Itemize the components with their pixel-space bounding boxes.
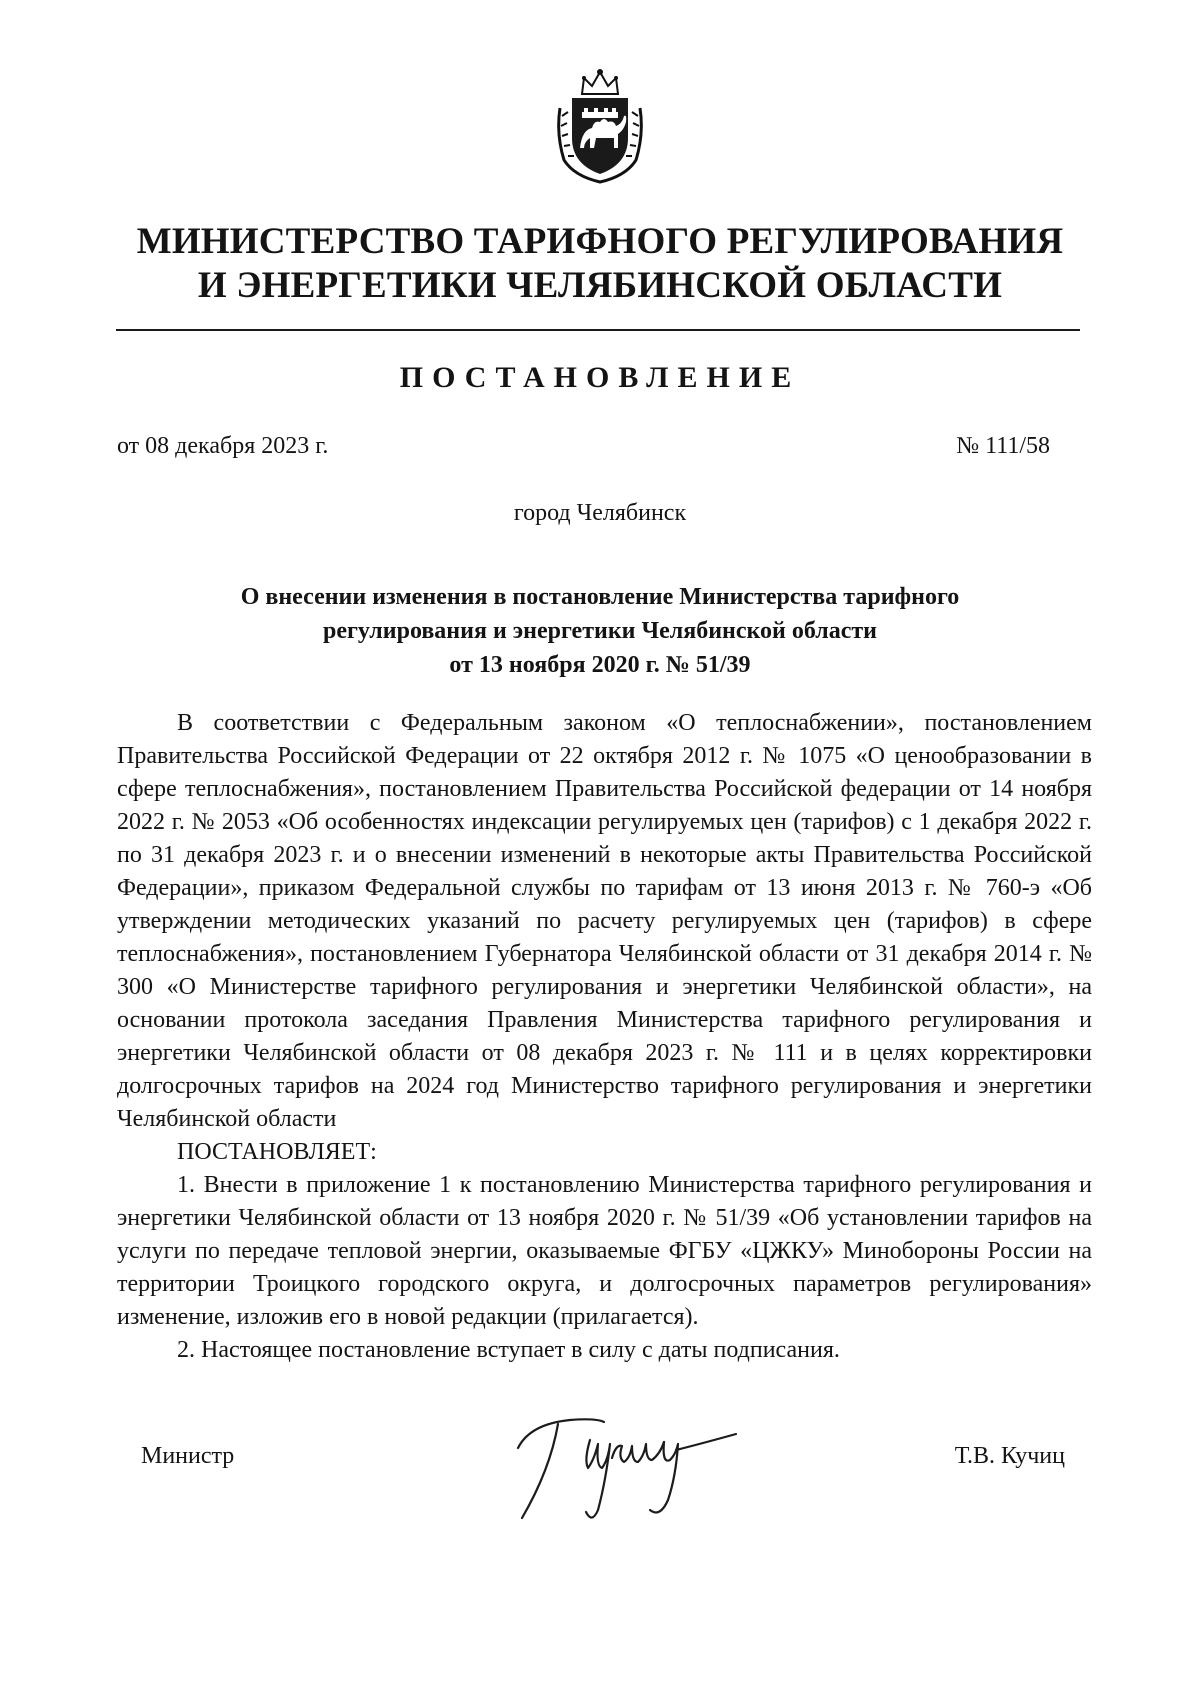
document-title	[100, 580, 1100, 682]
document-title-line1: О внесении изменения в постановление Министерства тарифного	[240, 584, 960, 610]
document-city: город Челябинск	[513, 500, 687, 526]
ministry-name-line1: МИНИСТЕРСТВО ТАРИФНОГО РЕГУЛИРОВАНИЯ	[136, 221, 1064, 262]
document-type: ПОСТАНОВЛЕНИЕ	[399, 361, 801, 394]
coat-of-arms-icon	[554, 64, 646, 184]
item-1-paragraph: 1. Внести в приложение 1 к постановлению Министерства тарифного регулирования и энергетики Челябинской области от 13 ноября 2020 г. № 51/39 «Об установлении тарифов на услуги по передаче тепловой энергии, оказываемые ФГБУ «ЦЖКУ» Минобороны России на территории Троицкого городского округа, и долгосрочных параметров регулирования» изменение, изложив его в новой редакции (прилагается).	[117, 1172, 1092, 1330]
header-divider	[116, 329, 1080, 331]
preamble-paragraph: В соответствии с Федеральным законом «О теплоснабжении», постановлением Правительства Российской Федерации от 22 октября 2012 г. № 1075 «О ценообразовании в сфере теплоснабжения», постановлением Правительства Российской федерации от 14 ноября 2022 г. № 2053 «Об особенностях индексации регулируемых цен (тарифов) с 1 декабря 2022 г. по 31 декабря 2023 г. и о внесении изменений в некоторые акты Правительства Российской Федерации», приказом Федеральной службы по тарифам от 13 июня 2013 г. № 760-э «Об утверждении методических указаний по расчету регулируемых цен (тарифов) в сфере теплоснабжения», постановлением Губернатора Челябинской области от 31 декабря 2014 г. № 300 «О Министерстве тарифного регулирования и энергетики Челябинской области», на основании протокола заседания Правления Министерства тарифного регулирования и энергетики Челябинской области от 08 декабря 2023 г. № 111 и в целях корректировки долгосрочных тарифов на 2024 год Министерство тарифного регулирования и энергетики Челябинской области	[117, 710, 1092, 1132]
signer-name: Т.В. Кучиц	[954, 1443, 1065, 1469]
ministry-name	[100, 220, 1100, 308]
document-title-line3: от 13 ноября 2020 г. № 51/39	[449, 652, 751, 678]
signer-title: Министр	[141, 1443, 235, 1469]
item-2-paragraph: 2. Настоящее постановление вступает в силу с даты подписания.	[177, 1337, 840, 1363]
document-body	[117, 707, 1092, 1367]
document-number: № 111/58	[956, 433, 1050, 459]
document-title-line2: регулирования и энергетики Челябинской области	[323, 618, 877, 644]
ministry-name-line2: И ЭНЕРГЕТИКИ ЧЕЛЯБИНСКОЙ ОБЛАСТИ	[197, 265, 1003, 306]
resolves-keyword: ПОСТАНОВЛЯЕТ:	[177, 1139, 377, 1165]
handwritten-signature-icon	[500, 1400, 780, 1530]
document-date: от 08 декабря 2023 г.	[117, 433, 329, 459]
